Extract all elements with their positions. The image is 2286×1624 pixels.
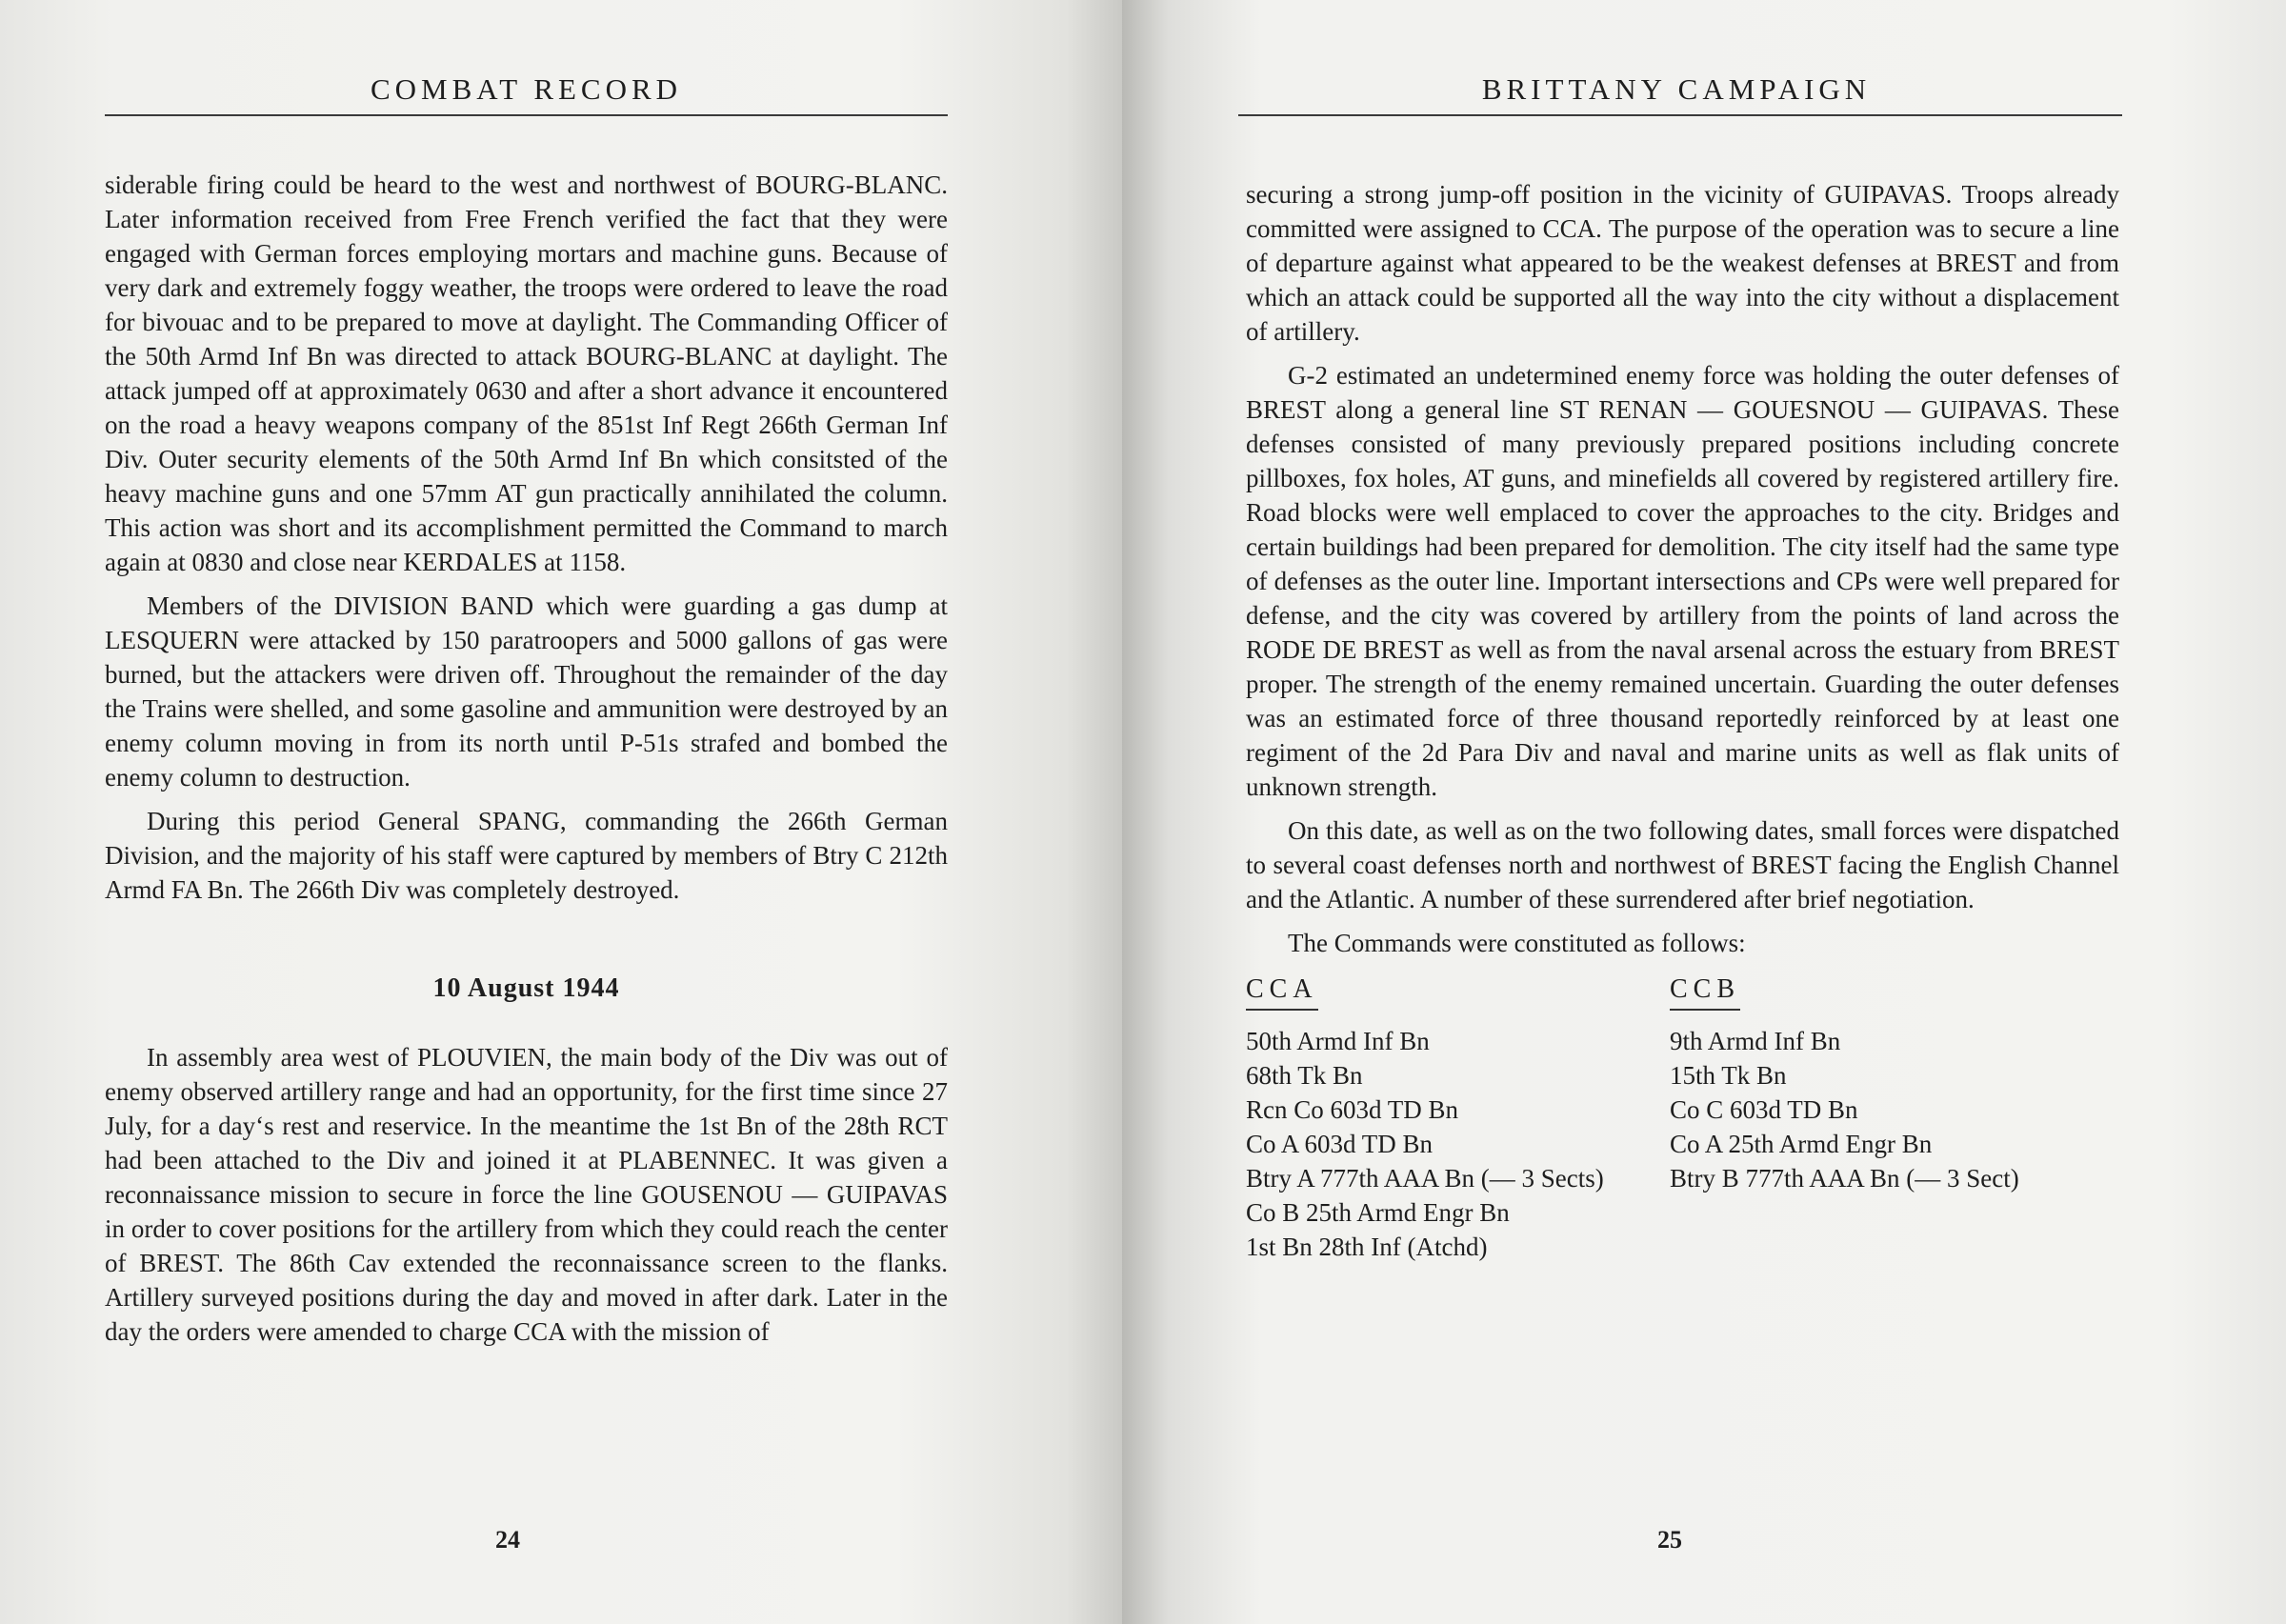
ccb-column — [1670, 972, 2119, 1264]
cca-column — [1246, 972, 1670, 1264]
list-item: Rcn Co 603d TD Bn — [1246, 1095, 1459, 1124]
list-item: Co A 603d TD Bn — [1246, 1130, 1434, 1158]
commands-table — [1246, 972, 2119, 1264]
running-head-left: COMBAT RECORD — [370, 72, 683, 106]
cca-title: CCA — [1246, 972, 1318, 1011]
paragraph: siderable firing could be heard to the west and northwest of BOURG-BLANC. Later information received from Free French verified the fact that they were engaged with German forces employing mortars and machine guns. Because of very dark and extremely foggy weather, the troops were ordered to leave the road for bivouac and to be prepared to move at daylight. The Commanding Officer of the 50th Armd Inf Bn was directed to attack BOURG-BLANC at daylight. The attack jumped off at approximately 0630 and after a short advance it encountered on the road a heavy weapons company of the 851st Inf Regt 266th German Inf Div. Outer security elements of the 50th Armd Inf Bn which consitsted of the heavy machine guns and one 57mm AT gun practically annihilated the column. This action was short and its accomplishment permitted the Command to march again at 0830 and close near KERDALES at 1158. — [105, 170, 948, 576]
paragraph: In assembly area west of PLOUVIEN, the main body of the Div was out of enemy observed artillery range and had an opportunity, for the first time since 27 July, for a day‘s rest and reservice. In the meantime the 1st Bn of the 28th RCT had been attached to the Div and joined it at PLABENNEC. It was given a reconnaissance mission to secure in force the line GOUSENOU — GUIPAVAS in order to cover positions for the artillery from which they could reach the center of BREST. The 86th Cav extended the reconnaissance screen to the flanks. Artillery surveyed positions during the day and moved in after dark. Later in the day the orders were amended to charge CCA with the mission of — [105, 1043, 948, 1346]
ccb-title: CCB — [1670, 972, 1740, 1011]
paragraph: G-2 estimated an undetermined enemy force was holding the outer defenses of BREST along a general line ST RENAN — GOUESNOU — GUIPAVAS. These defenses consisted of many previously prepared positions including concrete pillboxes, fox holes, AT guns, and minefields all covered by registered artillery fire. Road blocks were well emplaced to cover the approaches to the city. Bridges and certain buildings had been prepared for demolition. The city itself had the same type of defenses as the outer line. Important intersections and CPs were well prepared for defense, and the city was covered by artillery from the points of land across the RODE DE BREST as well as from the naval arsenal across the estuary from BREST proper. The strength of the enemy remained uncertain. Guarding the outer defenses was an estimated force of three thousand reportedly reinforced by at least one regiment of the 2d Para Div and naval and marine units as well as flak units of unknown strength. — [1246, 361, 2119, 801]
paragraph: Members of the DIVISION BAND which were guarding a gas dump at LESQUERN were attacked by 150 paratroopers and 5000 gallons of gas were burned, but the attackers were driven off. Throughout the remainder of the day the Trains were shelled, and some gasoline and ammunition were destroyed by an enemy column moving in from its north until P-51s strafed and bombed the enemy column to destruction. — [105, 591, 948, 792]
list-item: Btry B 777th AAA Bn (— 3 Sect) — [1670, 1164, 2019, 1193]
header-rule-left — [105, 114, 948, 116]
list-item: 1st Bn 28th Inf (Atchd) — [1246, 1233, 1488, 1261]
page-number-right: 25 — [1657, 1526, 1682, 1554]
page-number-left: 24 — [495, 1526, 520, 1554]
list-item: 9th Armd Inf Bn — [1670, 1027, 1841, 1055]
right-page-body — [1246, 177, 2119, 1264]
list-item: 68th Tk Bn — [1246, 1061, 1363, 1090]
running-head-right: BRITTANY CAMPAIGN — [1481, 72, 1872, 106]
left-page — [0, 0, 1122, 1624]
list-item: Co C 603d TD Bn — [1670, 1095, 1858, 1124]
paragraph: On this date, as well as on the two following dates, small forces were dispatched to several coast defenses north and northwest of BREST facing the English Channel and the Atlantic. A number of these surrendered after brief negotiation. — [1246, 816, 2119, 913]
list-item: Co B 25th Armd Engr Bn — [1246, 1198, 1510, 1227]
paragraph: securing a strong jump-off position in the vicinity of GUIPAVAS. Troops already committed were assigned to CCA. The purpose of the operation was to secure a line of departure against what appeared to be the weakest defenses at BREST and from which an attack could be supported all the way into the city without a displacement of artillery. — [1246, 180, 2119, 346]
paragraph: The Commands were constituted as follows: — [1288, 929, 1746, 957]
right-page — [1122, 0, 2286, 1624]
list-item: Btry A 777th AAA Bn (— 3 Sects) — [1246, 1164, 1604, 1193]
list-item: 15th Tk Bn — [1670, 1061, 1787, 1090]
paragraph: During this period General SPANG, commanding the 266th German Division, and the majority of his staff were captured by members of Btry C 212th Armd FA Bn. The 266th Div was completely destroyed. — [105, 807, 948, 904]
date-heading: 10 August 1944 — [432, 973, 620, 1003]
list-item: Co A 25th Armd Engr Bn — [1670, 1130, 1933, 1158]
list-item: 50th Armd Inf Bn — [1246, 1027, 1430, 1055]
left-page-body — [105, 168, 948, 1358]
header-rule-right — [1238, 114, 2122, 116]
